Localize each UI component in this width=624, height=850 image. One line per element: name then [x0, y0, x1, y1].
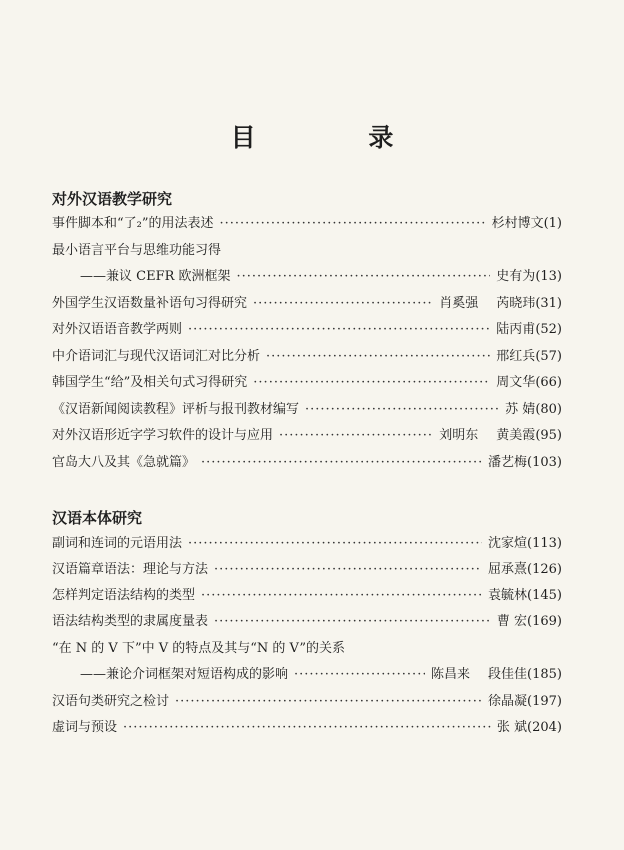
dot-leader [253, 296, 433, 311]
entry-author: 沈家煊 [488, 536, 528, 551]
toc-entry[interactable] [52, 690, 562, 712]
entry-coauthor: 陈昌来 [431, 667, 471, 682]
entry-authors [431, 663, 527, 682]
section-heading-foreign-language-teaching: 对外汉语教学研究 [52, 190, 173, 208]
toc-entry[interactable] [52, 584, 562, 606]
entry-author: 袁毓林 [488, 588, 528, 603]
entry-coauthor: 刘明东 [439, 428, 479, 443]
entry-author: 邢红兵 [496, 349, 536, 364]
toc-entry[interactable] [52, 212, 562, 234]
dot-leader [188, 322, 490, 337]
entry-subtitle: ——兼议 CEFR 欧洲框架 [80, 269, 231, 284]
entry-title: 官岛大八及其《急就篇》 [52, 455, 196, 470]
entry-page: (66) [535, 375, 562, 390]
entry-page: (113) [527, 536, 562, 551]
dot-leader [188, 536, 482, 551]
entry-page: (1) [543, 216, 562, 231]
dot-leader [214, 562, 482, 577]
entry-title: 韩国学生“给”及相关句式习得研究 [52, 375, 248, 390]
toc-entry[interactable] [52, 716, 562, 738]
entry-title: 汉语句类研究之检讨 [52, 694, 170, 709]
toc-entry-title-line[interactable] [52, 637, 562, 659]
entry-title: 语法结构类型的隶属度量表 [52, 614, 209, 629]
entry-author: 黄美霞 [496, 428, 536, 443]
entry-page: (95) [535, 428, 562, 443]
entry-author: 段佳佳 [488, 667, 528, 682]
entry-page: (31) [535, 296, 562, 311]
entry-page: (197) [527, 694, 562, 709]
entry-author: 屈承熹 [488, 562, 528, 577]
entry-author: 潘艺梅 [488, 455, 528, 470]
toc-entry[interactable] [52, 451, 562, 473]
entry-page: (145) [527, 588, 562, 603]
dot-leader [201, 455, 482, 470]
dot-leader [294, 667, 425, 682]
entry-title: 副词和连词的元语用法 [52, 536, 183, 551]
section-heading-chinese-linguistics: 汉语本体研究 [52, 509, 143, 527]
entry-title: 《汉语新闻阅读教程》评析与报刊教材编写 [52, 402, 300, 417]
entry-author: 史有为 [496, 269, 536, 284]
entry-page: (13) [535, 269, 562, 284]
entry-title: 事件脚本和“了₂”的用法表述 [52, 216, 214, 231]
entry-author: 杉村博文 [491, 216, 544, 231]
entry-title: 中介语词汇与现代汉语词汇对比分析 [52, 349, 261, 364]
dot-leader [175, 694, 482, 709]
dot-leader [237, 269, 491, 284]
dot-leader [305, 402, 499, 417]
toc-entry[interactable] [52, 610, 562, 632]
entry-author: 徐晶凝 [488, 694, 528, 709]
entry-authors [439, 424, 535, 443]
dot-leader [266, 349, 490, 364]
entry-author: 苏 婧 [505, 402, 536, 417]
entry-page: (57) [535, 349, 562, 364]
toc-entry[interactable] [52, 345, 562, 367]
page-title: 目 录 [230, 123, 446, 152]
dot-leader [253, 375, 490, 390]
entry-author: 周文华 [496, 375, 536, 390]
dot-leader [214, 614, 491, 629]
entry-authors [439, 292, 535, 311]
entry-title: “在 N 的 V 下”中 V 的特点及其与“N 的 V”的关系 [52, 641, 346, 656]
toc-entry[interactable] [52, 371, 562, 393]
entry-page: (52) [535, 322, 562, 337]
toc-entry[interactable] [52, 558, 562, 580]
dot-leader [123, 720, 491, 735]
dot-leader [201, 588, 482, 603]
entry-title: 虚词与预设 [52, 720, 118, 735]
entry-title: 对外汉语形近字学习软件的设计与应用 [52, 428, 274, 443]
toc-entry[interactable] [52, 398, 562, 420]
dot-leader [220, 216, 486, 231]
entry-author: 陆丙甫 [496, 322, 536, 337]
entry-title: 外国学生汉语数量补语句习得研究 [52, 296, 248, 311]
entry-title: 怎样判定语法结构的类型 [52, 588, 196, 603]
entry-title: 最小语言平台与思维功能习得 [52, 243, 222, 258]
entry-page: (169) [527, 614, 562, 629]
toc-entry[interactable] [52, 424, 562, 446]
toc-entry-title-line[interactable] [52, 239, 562, 261]
entry-author: 张 斌 [496, 720, 528, 735]
entry-page: (103) [527, 455, 562, 470]
toc-entry[interactable] [52, 292, 562, 314]
entry-subtitle: ——兼论介词框架对短语构成的影响 [80, 667, 289, 682]
entry-title: 对外汉语语音教学两则 [52, 322, 183, 337]
toc-entry[interactable] [52, 532, 562, 554]
toc-entry-subtitle-line[interactable] [80, 265, 562, 287]
toc-entry-subtitle-line[interactable] [80, 663, 562, 685]
dot-leader [279, 428, 433, 443]
entry-title: 汉语篇章语法：理论与方法 [52, 562, 209, 577]
toc-entry[interactable] [52, 318, 562, 340]
entry-page: (126) [527, 562, 562, 577]
entry-coauthor: 肖奚强 [439, 296, 479, 311]
entry-page: (80) [535, 402, 562, 417]
entry-author: 芮晓玮 [496, 296, 536, 311]
entry-author: 曹 宏 [496, 614, 528, 629]
entry-page: (204) [527, 720, 562, 735]
entry-page: (185) [527, 667, 562, 682]
